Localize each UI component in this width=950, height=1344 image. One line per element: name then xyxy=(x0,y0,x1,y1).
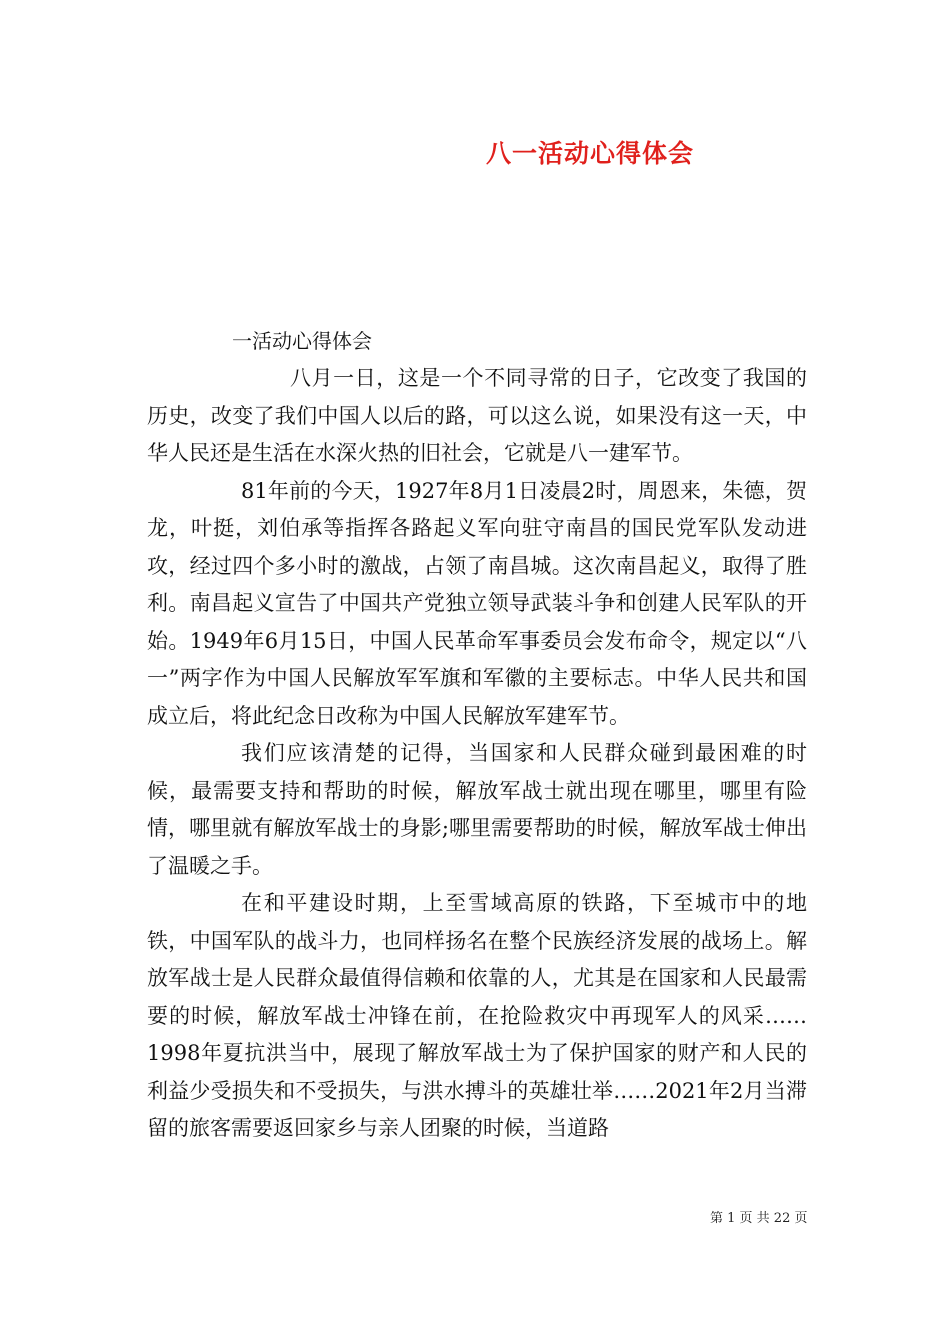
paragraph-2: 81年前的今天，1927年8月1日凌晨2时，周恩来，朱德，贺龙，叶挺，刘伯承等指挥各路起义军向驻守南昌的国民党军队发动进攻，经过四个多小时的激战，占领了南昌城。这次南昌起义，取得了胜利。南昌起义宣告了中国共产党独立领导武装斗争和创建人民军队的开始。1949年6月15日，中国人民革命军事委员会发布命令，规定以“八一”两字作为中国人民解放军军旗和军徽的主要标志。中华人民共和国成立后，将此纪念日改称为中国人民解放军建军节。 xyxy=(147,478,807,728)
document-body xyxy=(147,360,807,1148)
paragraph-4: 在和平建设时期，上至雪域高原的铁路，下至城市中的地铁，中国军队的战斗力，也同样扬名在整个民族经济发展的战场上。解放军战士是人民群众最值得信赖和依靠的人，尤其是在国家和人民最需要的时候，解放军战士冲锋在前，在抢险救灾中再现军人的风采……1998年夏抗洪当中，展现了解放军战士为了保护国家的财产和人民的利益少受损失和不受损失，与洪水搏斗的英雄壮举……2021年2月当滞留的旅客需要返回家乡与亲人团聚的时候，当道路 xyxy=(147,891,807,1140)
paragraph-3: 我们应该清楚的记得，当国家和人民群众碰到最困难的时候，最需要支持和帮助的时候，解放军战士就出现在哪里，哪里有险情，哪里就有解放军战士的身影;哪里需要帮助的时候，解放军战士伸出了温暖之手。 xyxy=(147,741,807,878)
document-title: 八一活动心得体会 xyxy=(485,139,694,168)
paragraph-1: 八月一日，这是一个不同寻常的日子，它改变了我国的历史，改变了我们中国人以后的路，可以这么说，如果没有这一天，中华人民还是生活在水深火热的旧社会，它就是八一建军节。 xyxy=(147,366,807,465)
page-number-footer: 第 1 页 共 22 页 xyxy=(710,1211,808,1226)
document-subtitle: 一活动心得体会 xyxy=(232,329,372,353)
